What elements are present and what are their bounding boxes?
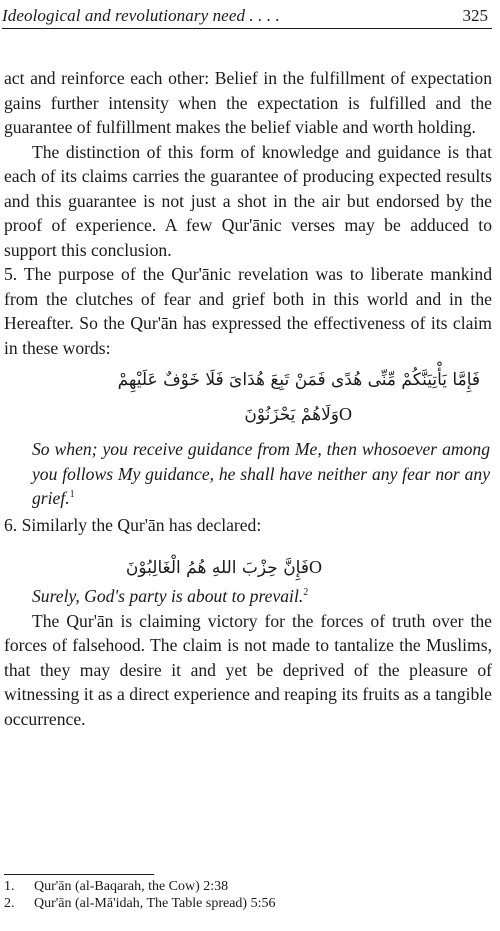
list-item-text: The purpose of the Qur'ānic revelation was to liberate mankind from the clutches of fear and grief both in this world and in the Hereafter. So the Qur'ān has expressed the effectiveness of its claim in these words:: [4, 264, 492, 358]
paragraph-continued: act and reinforce each other: Belief in the fulfillment of expectation gains further intensity when the expectation is fulfilled and the guarantee of fulfillment makes the belief viable and worth holding.: [4, 68, 492, 137]
arabic-verse-2: [4, 551, 492, 584]
footnotes: [4, 874, 494, 912]
footnote-number: 1.: [4, 879, 15, 894]
footnote-ref: 1: [69, 489, 75, 501]
list-item-text: Similarly the Qur'ān has declared:: [21, 514, 262, 535]
translation-text: Surely, God's party is about to prevail.: [32, 586, 304, 606]
translation-text: So when; you receive guidance from Me, then whosoever among you follows My guidance, he shall have neither any fear nor any grief.: [32, 439, 490, 508]
arabic-verse-line-2: [4, 398, 492, 431]
list-item-6: [4, 513, 492, 538]
paragraph-distinction: The distinction of this form of knowledge and guidance is that each of its claims carries the guarantee of producing expected results and this guarantee is not just a shot in the air but endorsed by the proof of experience. A few Qur'ānic verses may be adduced to support this conclusion.: [4, 141, 492, 260]
footnote-text: Qur'ān (al-Mā'idah, The Table spread) 5:56: [34, 896, 276, 911]
footnote-number: 2.: [4, 896, 15, 911]
verse-translation-1: [4, 437, 492, 511]
page-header: [2, 2, 492, 29]
arabic-verse-line-1: فَإِمَّا يَأْتِيَنَّكُمْ مِّنِّى هُدًى فَمَنْ تَبِعَ هُدَاىَ فَلَا خَوْفٌ عَلَيْهِمْ: [117, 370, 480, 390]
footnote-rule: [4, 874, 154, 875]
footnote-ref: 2: [303, 587, 309, 599]
list-item-number: 5.: [4, 264, 18, 284]
verse-end-mark: O: [339, 404, 352, 424]
footnote-1: [4, 878, 494, 895]
paragraph-victory: The Qur'ān is claiming victory for the forces of truth over the forces of falsehood. The claim is not made to tantalize the Muslims, that they may desire it and yet be deprived of the pleasure of witnessing it as a direct experience and reaping its fruits as a tangible occurrence.: [4, 610, 492, 729]
footnote-2: [4, 895, 494, 912]
verse-end-mark: O: [309, 557, 322, 577]
running-head: Ideological and revolutionary need . . . .: [2, 6, 280, 25]
list-item-5: [4, 262, 492, 360]
footnote-text: Qur'ān (al-Baqarah, the Cow) 2:38: [34, 879, 229, 894]
arabic-verse-text: فَإِنَّ حِزْبَ اللهِ هُمُ الْغَالِبُوْنَ: [125, 558, 309, 578]
list-item-number: 6.: [4, 514, 18, 535]
arabic-verse-text: وَلَاهُمْ يَحْزَنُوْنَ: [244, 405, 339, 425]
page-number: 325: [462, 6, 488, 25]
page-body: [4, 66, 492, 731]
verse-translation-2: [4, 584, 492, 609]
